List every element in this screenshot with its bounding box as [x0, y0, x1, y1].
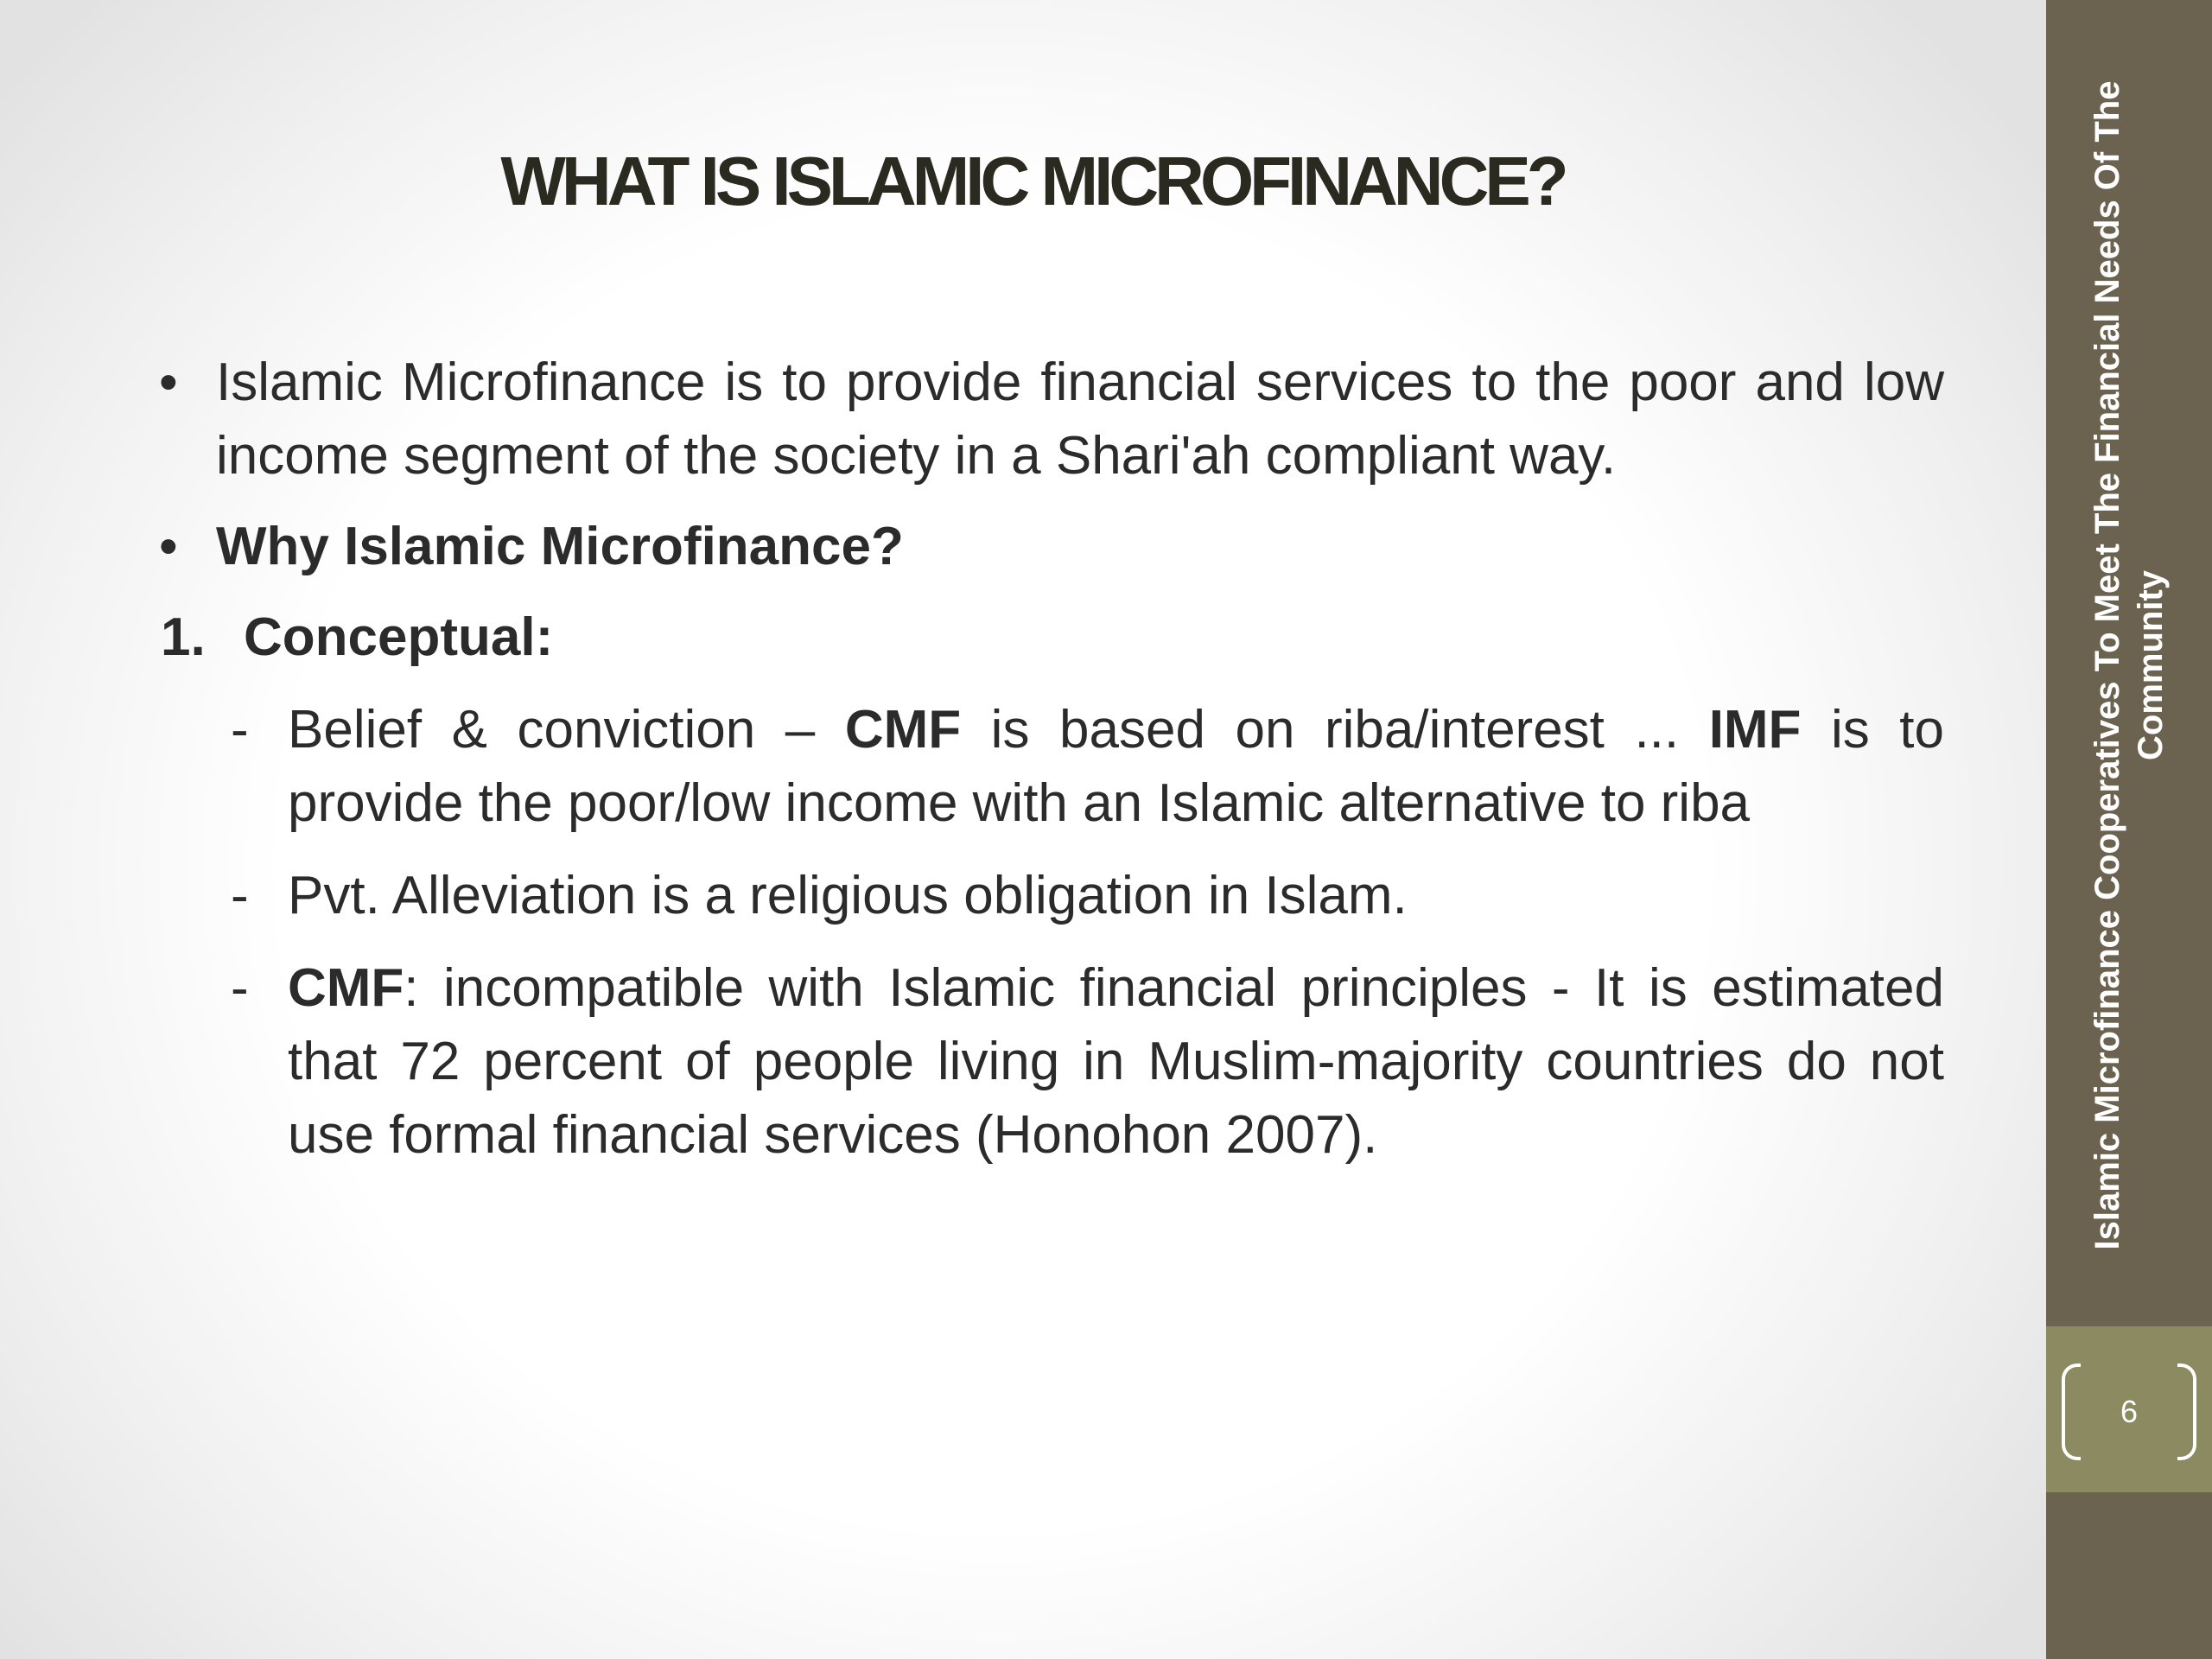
sub-item-alleviation: [156, 859, 1944, 932]
dash-marker: -: [231, 958, 249, 1018]
sub-item-alleviation-text: Pvt. Alleviation is a religious obligation in Islam.: [288, 866, 1408, 925]
dash-marker: -: [231, 866, 249, 925]
sub-item-cmf: [156, 951, 1944, 1172]
slide-body: [156, 346, 1944, 1172]
sidebar-vertical-title: Islamic Microfinance Cooperatives To Meet The Financial Needs Of The Community: [2088, 80, 2170, 1250]
page-number-badge: [2062, 1363, 2196, 1460]
bullet-why-text: Why Islamic Microfinance?: [216, 517, 904, 576]
page-number: 6: [2120, 1394, 2139, 1429]
numbered-conceptual: [156, 601, 1944, 674]
sub-item-cmf-text: : incompatible with Islamic financial principles - It is estimated that 72 percent of people living in Muslim-majority countries do not use formal financial services (Honohon 2007).: [288, 958, 1944, 1165]
number-marker: 1.: [161, 607, 206, 667]
sub-item-belief: [156, 693, 1944, 840]
bullet-definition: [156, 346, 1944, 493]
bullet-marker: •: [159, 353, 178, 412]
cmf-term: CMF: [288, 958, 404, 1018]
sub-item-belief-lead: Belief & conviction –: [288, 700, 845, 760]
bullet-definition-text: Islamic Microfinance is to provide financial services to the poor and low income segment of the society in a Shari'ah compliant way.: [216, 353, 1944, 486]
slide-title: WHAT IS ISLAMIC MICROFINANCE?: [500, 143, 1565, 219]
dash-marker: -: [231, 700, 249, 760]
numbered-conceptual-text: Conceptual:: [244, 607, 554, 667]
imf-term: IMF: [1708, 700, 1802, 760]
cmf-term: CMF: [844, 700, 962, 760]
sidebar-title-area: [2046, 0, 2212, 1326]
bullet-why: [156, 510, 1944, 583]
sub-item-belief-middle: is based on riba/interest ...: [961, 700, 1709, 760]
sub-item-belief-tail: is to provide the poor/low income with an Islamic alternative to riba: [288, 700, 1945, 833]
bullet-marker: •: [159, 517, 178, 576]
